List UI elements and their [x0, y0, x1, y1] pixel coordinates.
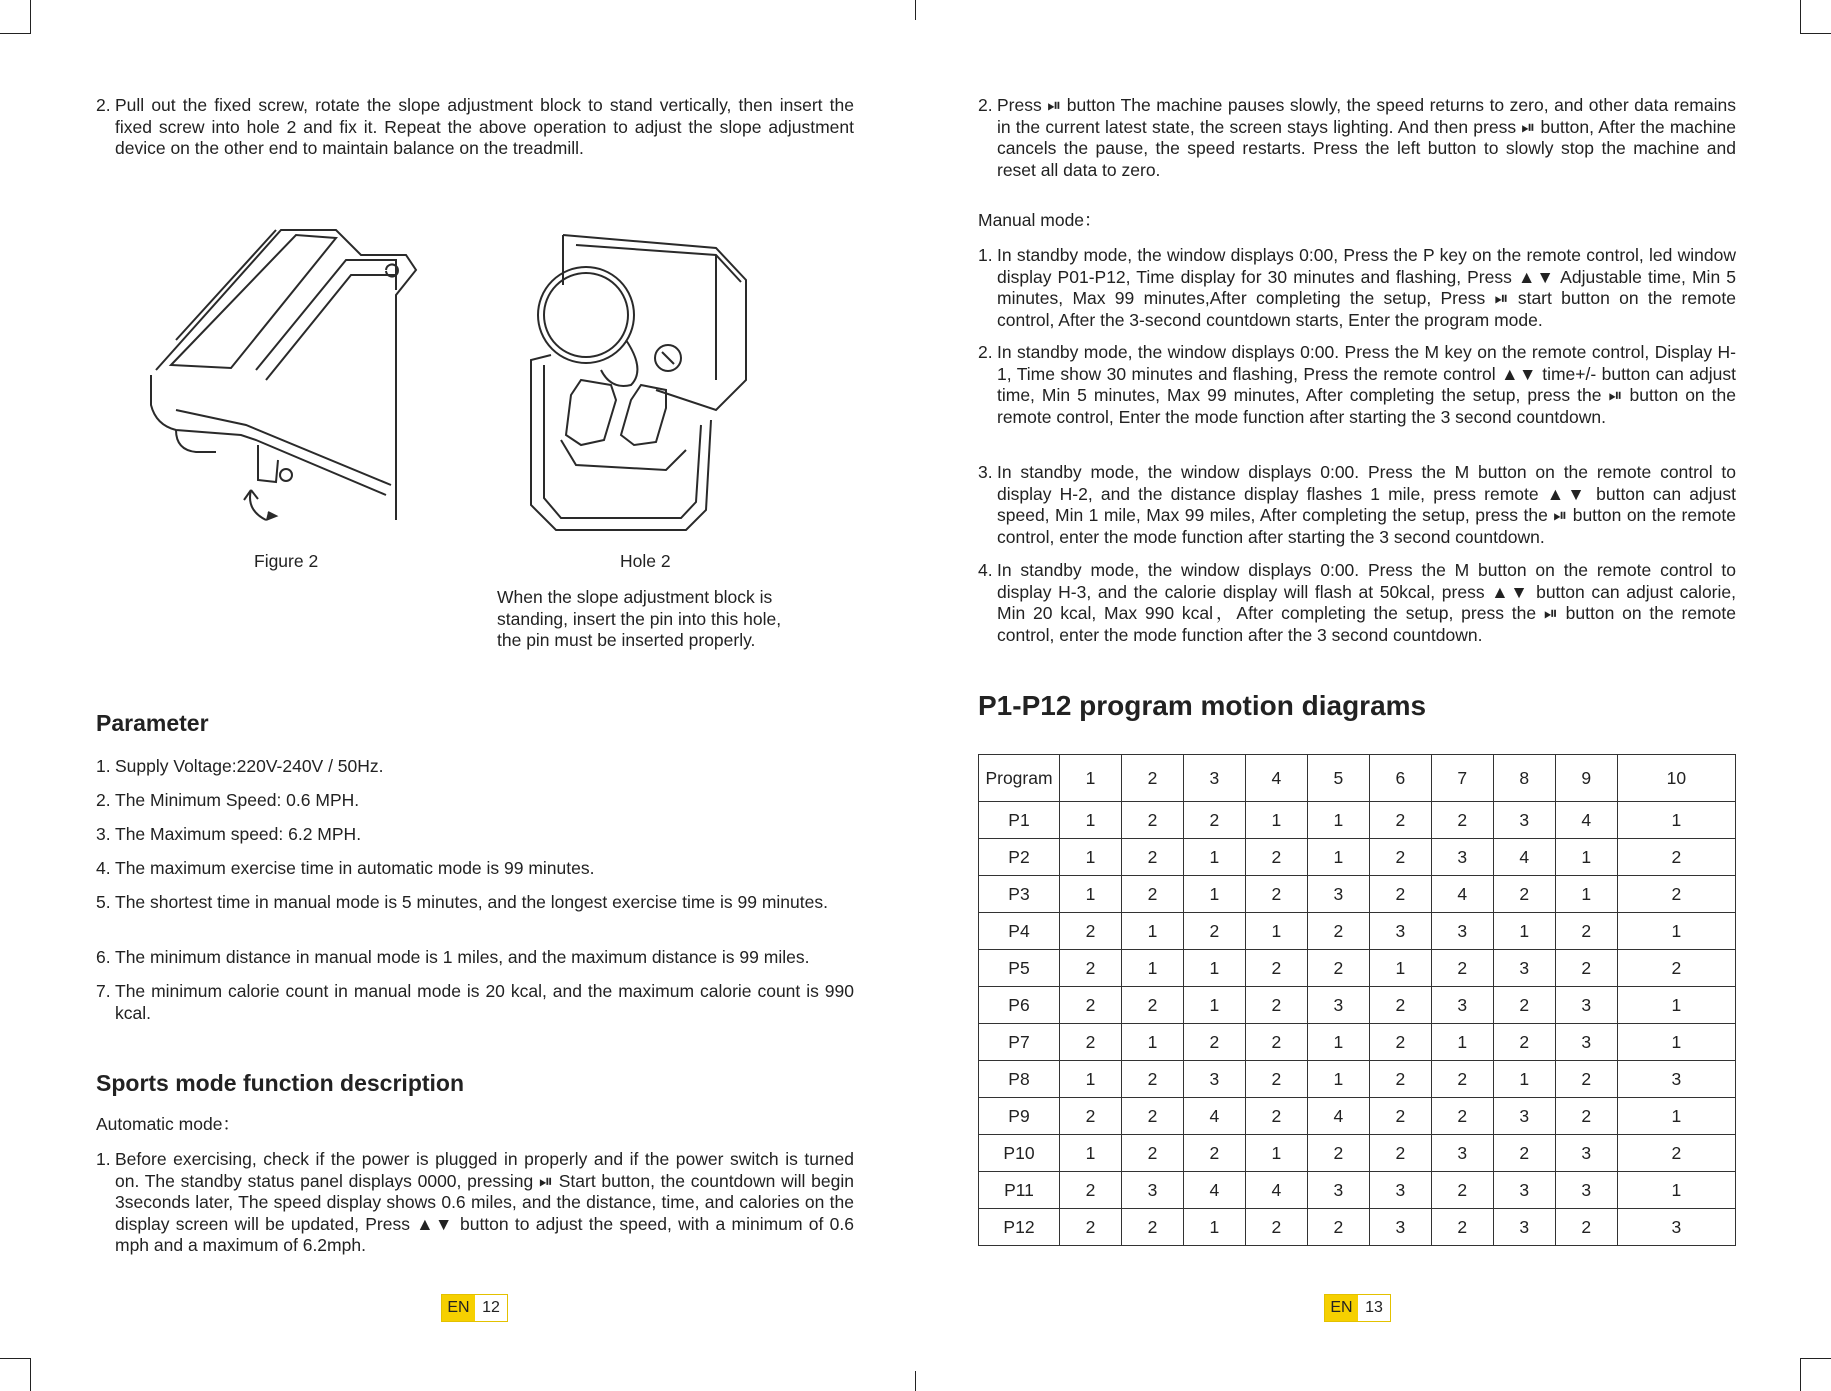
table-cell: 3: [1493, 802, 1555, 839]
automatic-mode-label: Automatic mode：: [96, 1114, 240, 1134]
table-row: [979, 802, 1736, 839]
table-cell: 1: [1183, 950, 1245, 987]
table-cell: 1: [1555, 839, 1617, 876]
table-row: [979, 1209, 1736, 1246]
table-cell: 2: [1369, 876, 1431, 913]
crop-mark: [30, 0, 31, 33]
table-cell: 2: [1431, 1172, 1493, 1209]
table-cell: 2: [1369, 802, 1431, 839]
table-cell: 1: [1060, 876, 1122, 913]
table-cell: 1: [1060, 839, 1122, 876]
page-number: 12: [475, 1295, 507, 1321]
manual-mode-step: 3. In standby mode, the window displays 0:00. Press the M button on the remote control to display H-2, and the distance display flashes 1 mile, press remote ▲▼ button can adjust speed, Min 1 mile, Max 99 miles, After completing the setup, press the ⏯ button on the remote control, enter the mode function after starting the 3 second countdown.: [978, 462, 1736, 547]
table-cell: 1: [1617, 987, 1735, 1024]
table-header-cell: 10: [1617, 755, 1735, 802]
program-name-cell: P4: [979, 913, 1060, 950]
page-number: 13: [1358, 1295, 1390, 1321]
program-name-cell: P11: [979, 1172, 1060, 1209]
table-cell: 4: [1183, 1098, 1245, 1135]
table-row: [979, 839, 1736, 876]
figure-2-caption: Figure 2: [254, 551, 319, 571]
table-cell: 3: [1183, 1061, 1245, 1098]
program-name-cell: P3: [979, 876, 1060, 913]
table-cell: 2: [1121, 1061, 1183, 1098]
table-row: [979, 1135, 1736, 1172]
table-cell: 2: [1121, 802, 1183, 839]
table-cell: 1: [1183, 1209, 1245, 1246]
table-cell: 1: [1493, 913, 1555, 950]
table-cell: 2: [1493, 1135, 1555, 1172]
language-badge: EN: [442, 1295, 475, 1321]
crop-mark: [915, 1371, 916, 1391]
table-cell: 2: [1493, 987, 1555, 1024]
parameter-item: 2. The Minimum Speed: 0.6 MPH.: [96, 790, 360, 810]
hole-note: When the slope adjustment block is standing, insert the pin into this hole, the pin must be inserted properly.: [497, 587, 782, 650]
table-cell: 2: [1431, 950, 1493, 987]
table-cell: 2: [1121, 987, 1183, 1024]
table-cell: 1: [1617, 802, 1735, 839]
table-cell: 2: [1060, 1098, 1122, 1135]
table-cell: 2: [1060, 1209, 1122, 1246]
crop-mark: [0, 33, 31, 34]
table-cell: 1: [1307, 1024, 1369, 1061]
table-header-cell: 5: [1307, 755, 1369, 802]
table-cell: 4: [1245, 1172, 1307, 1209]
table-cell: 1: [1245, 802, 1307, 839]
table-cell: 1: [1060, 1135, 1122, 1172]
table-cell: 2: [1060, 913, 1122, 950]
page-footer: [441, 1294, 508, 1322]
table-cell: 2: [1617, 950, 1735, 987]
table-cell: 2: [1369, 839, 1431, 876]
table-cell: 1: [1060, 802, 1122, 839]
table-cell: 3: [1493, 1209, 1555, 1246]
table-cell: 3: [1555, 987, 1617, 1024]
table-row: [979, 913, 1736, 950]
table-cell: 3: [1431, 1135, 1493, 1172]
table-cell: 2: [1369, 1024, 1431, 1061]
table-cell: 2: [1617, 839, 1735, 876]
table-cell: 1: [1369, 950, 1431, 987]
program-name-cell: P7: [979, 1024, 1060, 1061]
table-row: [979, 1061, 1736, 1098]
table-cell: 2: [1555, 1098, 1617, 1135]
table-row: [979, 1172, 1736, 1209]
table-cell: 2: [1431, 802, 1493, 839]
table-cell: 3: [1369, 1172, 1431, 1209]
table-header-cell: 9: [1555, 755, 1617, 802]
table-cell: 1: [1183, 876, 1245, 913]
slope-block-hole-illustration: [516, 230, 776, 540]
table-header-cell: 3: [1183, 755, 1245, 802]
table-cell: 2: [1245, 1209, 1307, 1246]
table-cell: 3: [1617, 1209, 1735, 1246]
table-cell: 1: [1121, 950, 1183, 987]
table-header-cell: 4: [1245, 755, 1307, 802]
table-cell: 1: [1307, 1061, 1369, 1098]
parameter-item: 7. The minimum calorie count in manual mode is 20 kcal, and the maximum calorie count is 990 kcal.: [96, 981, 854, 1023]
crop-mark: [1800, 1358, 1831, 1359]
manual-mode-label: Manual mode：: [978, 210, 1102, 230]
table-cell: 2: [1121, 1098, 1183, 1135]
table-cell: 4: [1493, 839, 1555, 876]
table-header-cell: 2: [1121, 755, 1183, 802]
table-cell: 2: [1555, 1209, 1617, 1246]
table-row: [979, 1098, 1736, 1135]
table-cell: 2: [1245, 950, 1307, 987]
table-cell: 2: [1307, 913, 1369, 950]
table-cell: 1: [1307, 802, 1369, 839]
parameter-item: 5. The shortest time in manual mode is 5 minutes, and the longest exercise time is 99 minutes.: [96, 892, 828, 912]
program-diagram-heading: P1-P12 program motion diagrams: [978, 690, 1427, 721]
table-cell: 4: [1307, 1098, 1369, 1135]
table-cell: 2: [1060, 950, 1122, 987]
table-cell: 4: [1431, 876, 1493, 913]
table-cell: 2: [1431, 1061, 1493, 1098]
parameter-heading: Parameter: [96, 710, 209, 736]
table-row: [979, 1024, 1736, 1061]
table-cell: 1: [1183, 839, 1245, 876]
program-name-cell: P2: [979, 839, 1060, 876]
page-footer: [1324, 1294, 1391, 1322]
table-cell: 3: [1369, 1209, 1431, 1246]
crop-mark: [1800, 33, 1831, 34]
program-name-cell: P8: [979, 1061, 1060, 1098]
table-cell: 2: [1060, 987, 1122, 1024]
table-cell: 2: [1493, 876, 1555, 913]
table-row: [979, 950, 1736, 987]
table-cell: 1: [1245, 913, 1307, 950]
table-cell: 2: [1121, 1135, 1183, 1172]
table-cell: 1: [1121, 913, 1183, 950]
manual-mode-step: 4. In standby mode, the window displays 0:00. Press the M button on the remote control to display H-3, and the calorie display will flash at 50kcal, press ▲▼ button can adjust calorie, Min 20 kcal, Max 990 kcal，After completing the setup, press the ⏯ button on the remote control, enter the mode function after the 3 second countdown.: [978, 560, 1736, 645]
table-cell: 3: [1431, 913, 1493, 950]
program-name-cell: P1: [979, 802, 1060, 839]
table-row: [979, 876, 1736, 913]
table-cell: 1: [1493, 1061, 1555, 1098]
table-cell: 1: [1183, 987, 1245, 1024]
table-cell: 1: [1307, 839, 1369, 876]
table-cell: 2: [1183, 1024, 1245, 1061]
table-cell: 3: [1555, 1172, 1617, 1209]
table-cell: 2: [1555, 913, 1617, 950]
table-cell: 2: [1431, 1209, 1493, 1246]
table-cell: 2: [1369, 1098, 1431, 1135]
treadmill-slope-illustration: [146, 220, 456, 530]
crop-mark: [1800, 1358, 1801, 1391]
crop-mark: [0, 1358, 31, 1359]
table-cell: 2: [1431, 1098, 1493, 1135]
table-cell: 3: [1493, 950, 1555, 987]
table-header-cell: 6: [1369, 755, 1431, 802]
pause-step-2: 2. Press ⏯ button The machine pauses slowly, the speed returns to zero, and other data remains in the current latest state, the screen stays lighting. And then press ⏯ button, After the machine cancels the pause, the speed restarts. Press the left button to slowly stop the machine and reset all data to zero.: [978, 95, 1736, 180]
table-cell: 2: [1121, 839, 1183, 876]
table-cell: 1: [1431, 1024, 1493, 1061]
table-header-cell: Program: [979, 755, 1060, 802]
crop-mark: [30, 1358, 31, 1391]
table-cell: 3: [1555, 1135, 1617, 1172]
table-cell: 2: [1060, 1172, 1122, 1209]
manual-mode-step: 1. In standby mode, the window displays 0:00, Press the P key on the remote control, led window display P01-P12, Time display for 30 minutes and flashing, Press ▲▼ Adjustable time, Min 5 minutes, Max 99 minutes,After completing the setup, Press ⏯ start button on the remote control, After the 3-second countdown starts, Enter the program mode.: [978, 245, 1736, 330]
table-cell: 3: [1307, 1172, 1369, 1209]
table-cell: 3: [1617, 1061, 1735, 1098]
step-text: Pull out the fixed screw, rotate the slope adjustment block to stand vertically, then insert the fixed screw into hole 2 and fix it. Repeat the above operation to adjust the slope adjustment device on the other end to maintain balance on the treadmill.: [115, 95, 854, 158]
right-page: [978, 0, 1736, 1391]
program-name-cell: P6: [979, 987, 1060, 1024]
table-cell: 3: [1121, 1172, 1183, 1209]
table-row: [979, 987, 1736, 1024]
sports-mode-heading: Sports mode function description: [96, 1070, 465, 1096]
table-cell: 1: [1617, 1024, 1735, 1061]
table-cell: 2: [1245, 876, 1307, 913]
table-cell: 1: [1617, 1098, 1735, 1135]
step-number: 2.: [96, 95, 111, 115]
table-cell: 3: [1493, 1172, 1555, 1209]
table-cell: 2: [1183, 913, 1245, 950]
crop-mark: [915, 0, 916, 20]
table-cell: 2: [1245, 987, 1307, 1024]
table-cell: 3: [1555, 1024, 1617, 1061]
automatic-mode-step-1: 1. Before exercising, check if the power is plugged in properly and if the power switch is turned on. The standby status panel displays 0000, pressing ⏯ Start button, the countdown will begin 3seconds later, The speed display shows 0.6 miles, and the distance, time, and calories on the display screen will be updated, Press ▲▼ button to adjust the speed, with a minimum of 0.6 mph and a maximum of 6.2mph.: [96, 1149, 854, 1255]
slope-step-2: [96, 95, 854, 160]
table-cell: 2: [1307, 950, 1369, 987]
table-cell: 3: [1493, 1098, 1555, 1135]
program-name-cell: P5: [979, 950, 1060, 987]
table-cell: 2: [1245, 1061, 1307, 1098]
table-cell: 1: [1121, 1024, 1183, 1061]
table-cell: 2: [1493, 1024, 1555, 1061]
table-cell: 2: [1060, 1024, 1122, 1061]
table-cell: 2: [1183, 802, 1245, 839]
left-page: [96, 0, 854, 1391]
table-cell: 2: [1617, 1135, 1735, 1172]
table-cell: 3: [1369, 913, 1431, 950]
table-cell: 2: [1307, 1135, 1369, 1172]
table-cell: 2: [1245, 1098, 1307, 1135]
table-cell: 2: [1245, 839, 1307, 876]
table-cell: 2: [1245, 1024, 1307, 1061]
table-cell: 1: [1060, 1061, 1122, 1098]
table-cell: 2: [1307, 1209, 1369, 1246]
parameter-item: 4. The maximum exercise time in automatic mode is 99 minutes.: [96, 858, 595, 878]
program-name-cell: P10: [979, 1135, 1060, 1172]
table-cell: 4: [1555, 802, 1617, 839]
table-cell: 3: [1431, 839, 1493, 876]
program-table: [978, 754, 1736, 1246]
table-cell: 2: [1617, 876, 1735, 913]
hole-2-caption: Hole 2: [620, 551, 671, 571]
program-name-cell: P9: [979, 1098, 1060, 1135]
table-cell: 2: [1555, 1061, 1617, 1098]
table-cell: 3: [1307, 987, 1369, 1024]
crop-mark: [1800, 0, 1801, 33]
table-header-row: [979, 755, 1736, 802]
table-cell: 2: [1121, 1209, 1183, 1246]
table-cell: 1: [1555, 876, 1617, 913]
table-cell: 3: [1307, 876, 1369, 913]
parameter-item: 6. The minimum distance in manual mode is 1 miles, and the maximum distance is 99 miles.: [96, 947, 810, 967]
parameter-item: 1. Supply Voltage:220V-240V / 50Hz.: [96, 756, 384, 776]
table-cell: 1: [1617, 913, 1735, 950]
program-name-cell: P12: [979, 1209, 1060, 1246]
table-header-cell: 8: [1493, 755, 1555, 802]
table-cell: 1: [1617, 1172, 1735, 1209]
manual-mode-step: 2. In standby mode, the window displays 0:00. Press the M key on the remote control, Display H-1, Time show 30 minutes and flashing, Press the remote control ▲▼ time+/- button can adjust time, Min 5 minutes, Max 99 minutes, After completing the setup, press the ⏯ button on the remote control, Enter the mode function after starting the 3 second countdown.: [978, 342, 1736, 427]
table-cell: 1: [1245, 1135, 1307, 1172]
table-cell: 2: [1369, 1135, 1431, 1172]
table-cell: 2: [1121, 876, 1183, 913]
table-cell: 3: [1431, 987, 1493, 1024]
table-header-cell: 7: [1431, 755, 1493, 802]
table-cell: 2: [1183, 1135, 1245, 1172]
table-cell: 2: [1369, 987, 1431, 1024]
table-cell: 2: [1369, 1061, 1431, 1098]
parameter-item: 3. The Maximum speed: 6.2 MPH.: [96, 824, 362, 844]
table-header-cell: 1: [1060, 755, 1122, 802]
table-cell: 4: [1183, 1172, 1245, 1209]
language-badge: EN: [1325, 1295, 1358, 1321]
table-cell: 2: [1555, 950, 1617, 987]
